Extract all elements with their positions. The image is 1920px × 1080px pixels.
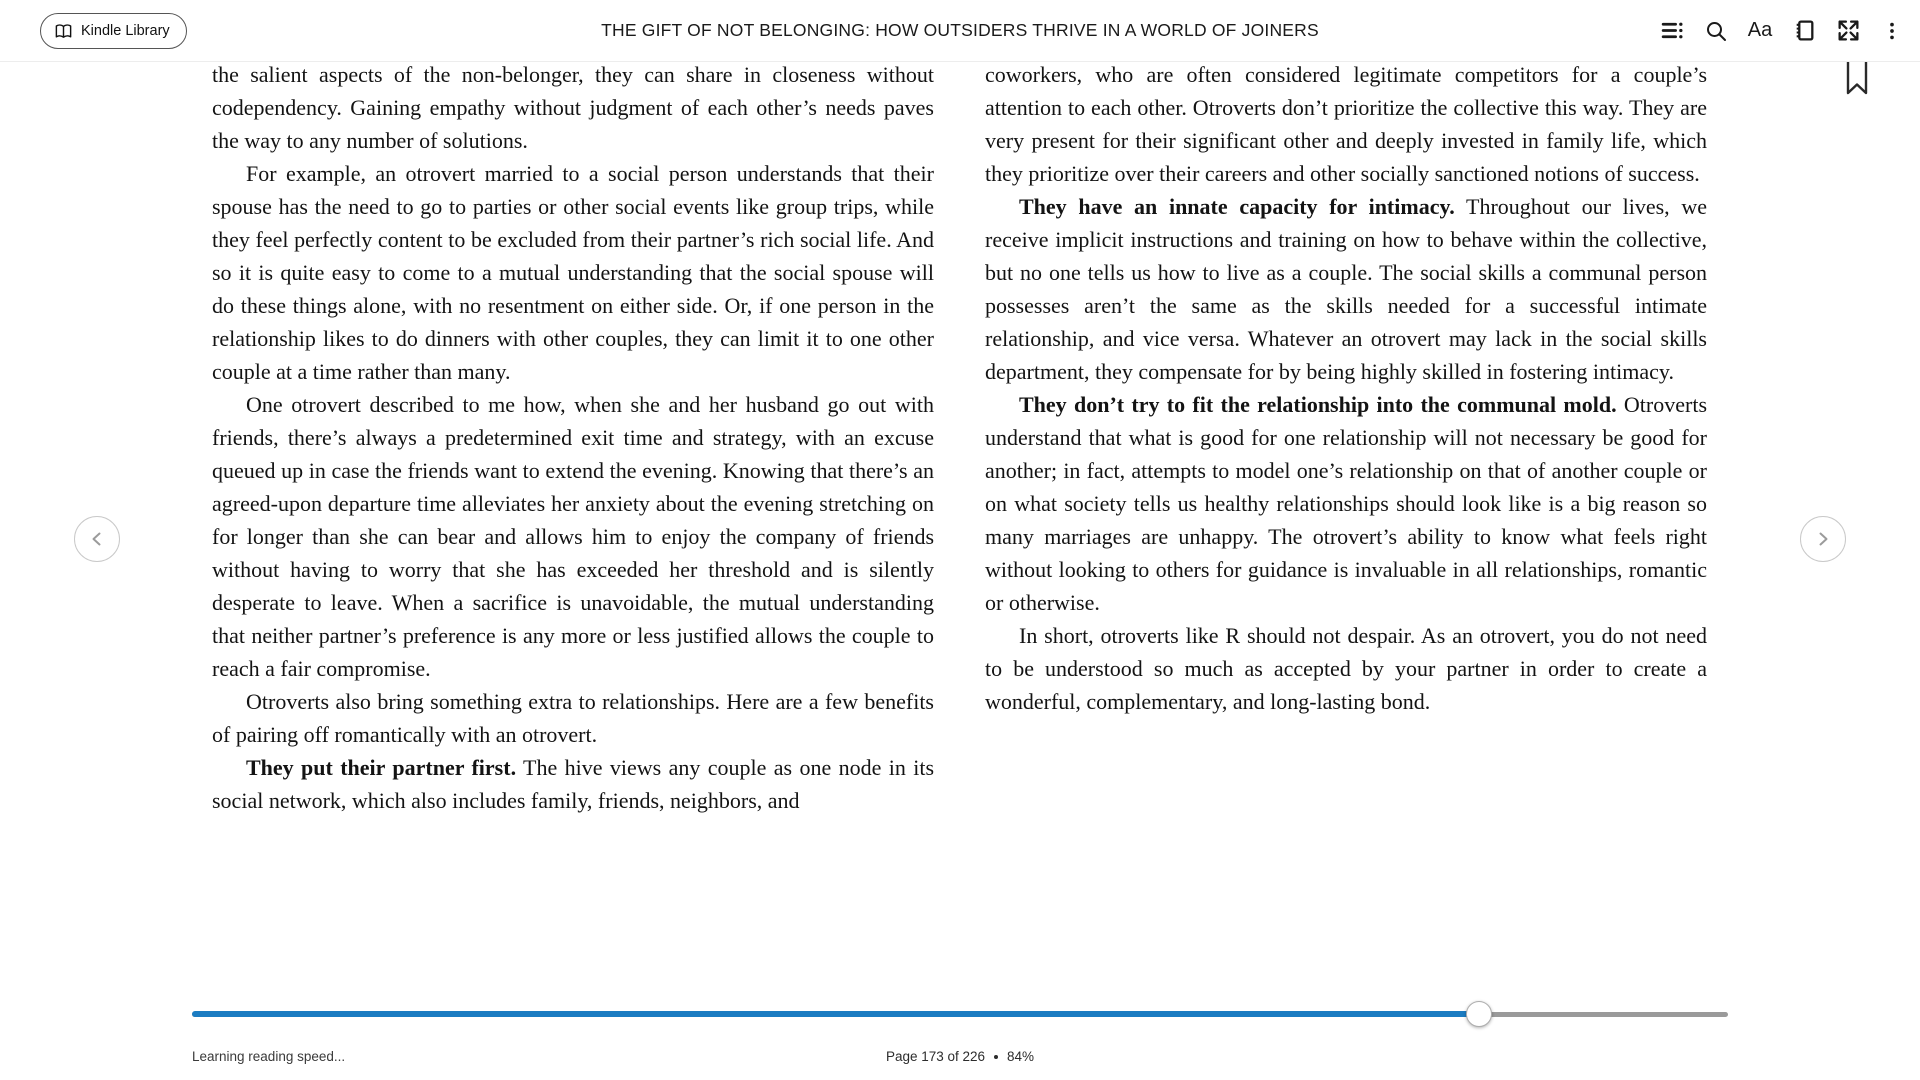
previous-page-button[interactable] <box>74 516 120 562</box>
paragraph: They have an innate capacity for intimacy. Throughout our lives, we receive implicit instructions and training on how to behave within the collective, but no one tells us how to live as a couple. The social skills a communal person possesses aren’t the same as the skills needed for a successful intimate relationship, and vice versa. Whatever an otrovert may lack in the social skills department, they compensate for by being highly skilled in fostering intimacy. <box>985 194 1707 384</box>
paragraph: the salient aspects of the non-belonger, they can share in closeness without codependency. Gaining empathy without judgment of each other’s needs paves the way to any number of solutions. <box>212 62 934 153</box>
page-indicator <box>0 1049 1920 1064</box>
reading-speed-status: Learning reading speed... <box>192 1049 346 1064</box>
chevron-right-icon <box>1814 530 1832 548</box>
page-number-label: Page 173 of 226 <box>885 1049 986 1064</box>
paragraph: They put their partner first. The hive views any couple as one node in its social network, which also includes family, friends, neighbors, and <box>212 755 935 813</box>
top-bar <box>0 0 1920 62</box>
progress-fill <box>192 1011 1479 1017</box>
kindle-library-label: Kindle Library <box>81 23 170 39</box>
page-layout-icon <box>1792 18 1817 43</box>
paragraph-lead: They put their partner first. <box>246 755 517 780</box>
paragraph: One otrovert described to me how, when she and her husband go out with friends, there’s always a predetermined exit time and strategy, with an excuse queued up in case the friends want to extend the evening. Knowing that there’s an agreed-upon departure time alleviates her anxiety about the evening stretching on for longer than she can bear and allows him to enjoy the company of friends without having to worry that she has exceeded her threshold and is silently desperate to leave. When a sacrifice is unavoidable, the mutual understanding that neither partner’s preference is any more or less justified allows the couple to reach a fair compromise. <box>212 392 934 681</box>
book-title: THE GIFT OF NOT BELONGING: HOW OUTSIDERS THRIVE IN A WORLD OF JOINERS <box>601 20 1319 40</box>
progress-slider-thumb[interactable] <box>1466 1001 1492 1027</box>
paragraph-lead: They have an innate capacity for intimacy. <box>1019 194 1455 219</box>
paragraph: In short, otroverts like R should not despair. As an otrovert, you do not need to be understood so much as accepted by your partner in order to create a wonderful, complementary, and long-lasting bond. <box>985 623 1707 714</box>
paragraph: coworkers, who are often considered legitimate competitors for a couple’s attention to each other. Otroverts don’t prioritize the collective this way. They are very present for their significant other and deeply invested in family life, which they prioritize over their careers and other socially sanctioned notions of success. <box>985 62 1707 186</box>
bookmark-icon <box>1845 56 1869 96</box>
page-layout-button[interactable] <box>1782 9 1826 53</box>
left-page-column <box>212 58 934 817</box>
dot-separator <box>994 1055 998 1059</box>
font-settings-button[interactable] <box>1738 9 1782 53</box>
search-icon <box>1704 19 1728 43</box>
fullscreen-button[interactable] <box>1826 9 1870 53</box>
paragraph: They don’t try to fit the relationship into the communal mold. Otroverts understand that what is good for one relationship will not necessary be good for another; in fact, attempts to model one’s relationship on that of another couple or on what society tells us healthy relationships should look like is a big reason so many marriages are unhappy. The otrovert’s ability to know what feels right without looking to others for guidance is invaluable in all relationships, romantic or otherwise. <box>985 392 1708 615</box>
overflow-menu-button[interactable] <box>1870 9 1914 53</box>
search-button[interactable] <box>1694 9 1738 53</box>
bookmark-button[interactable] <box>1845 56 1869 96</box>
chevron-left-icon <box>88 530 106 548</box>
next-page-button[interactable] <box>1800 516 1846 562</box>
overflow-menu-icon <box>1881 20 1903 42</box>
open-book-icon <box>54 22 73 41</box>
paragraph: Otroverts also bring something extra to relationships. Here are a few benefits of pairing off romantically with an otrovert. <box>212 689 934 747</box>
progress-slider[interactable] <box>192 1001 1728 1027</box>
kindle-library-button[interactable] <box>40 13 187 49</box>
percent-read-label: 84% <box>1007 1049 1035 1064</box>
right-page-column <box>985 58 1707 718</box>
font-settings-icon: Aa <box>1747 19 1773 41</box>
toolbar <box>1650 0 1914 61</box>
fullscreen-icon <box>1836 18 1861 43</box>
paragraph-lead: They don’t try to fit the relationship into the communal mold. <box>1019 392 1617 417</box>
notes-toc-icon <box>1660 18 1685 43</box>
notes-toc-button[interactable] <box>1650 9 1694 53</box>
paragraph: For example, an otrovert married to a social person understands that their spouse has the need to go to parties or other social events like group trips, while they feel perfectly content to be excluded from their partner’s rich social life. And so it is quite easy to come to a mutual understanding that the social spouse will do these things alone, with no resentment on either side. Or, if one person in the relationship likes to do dinners with other couples, they can limit it to one other couple at a time rather than many. <box>212 161 934 384</box>
